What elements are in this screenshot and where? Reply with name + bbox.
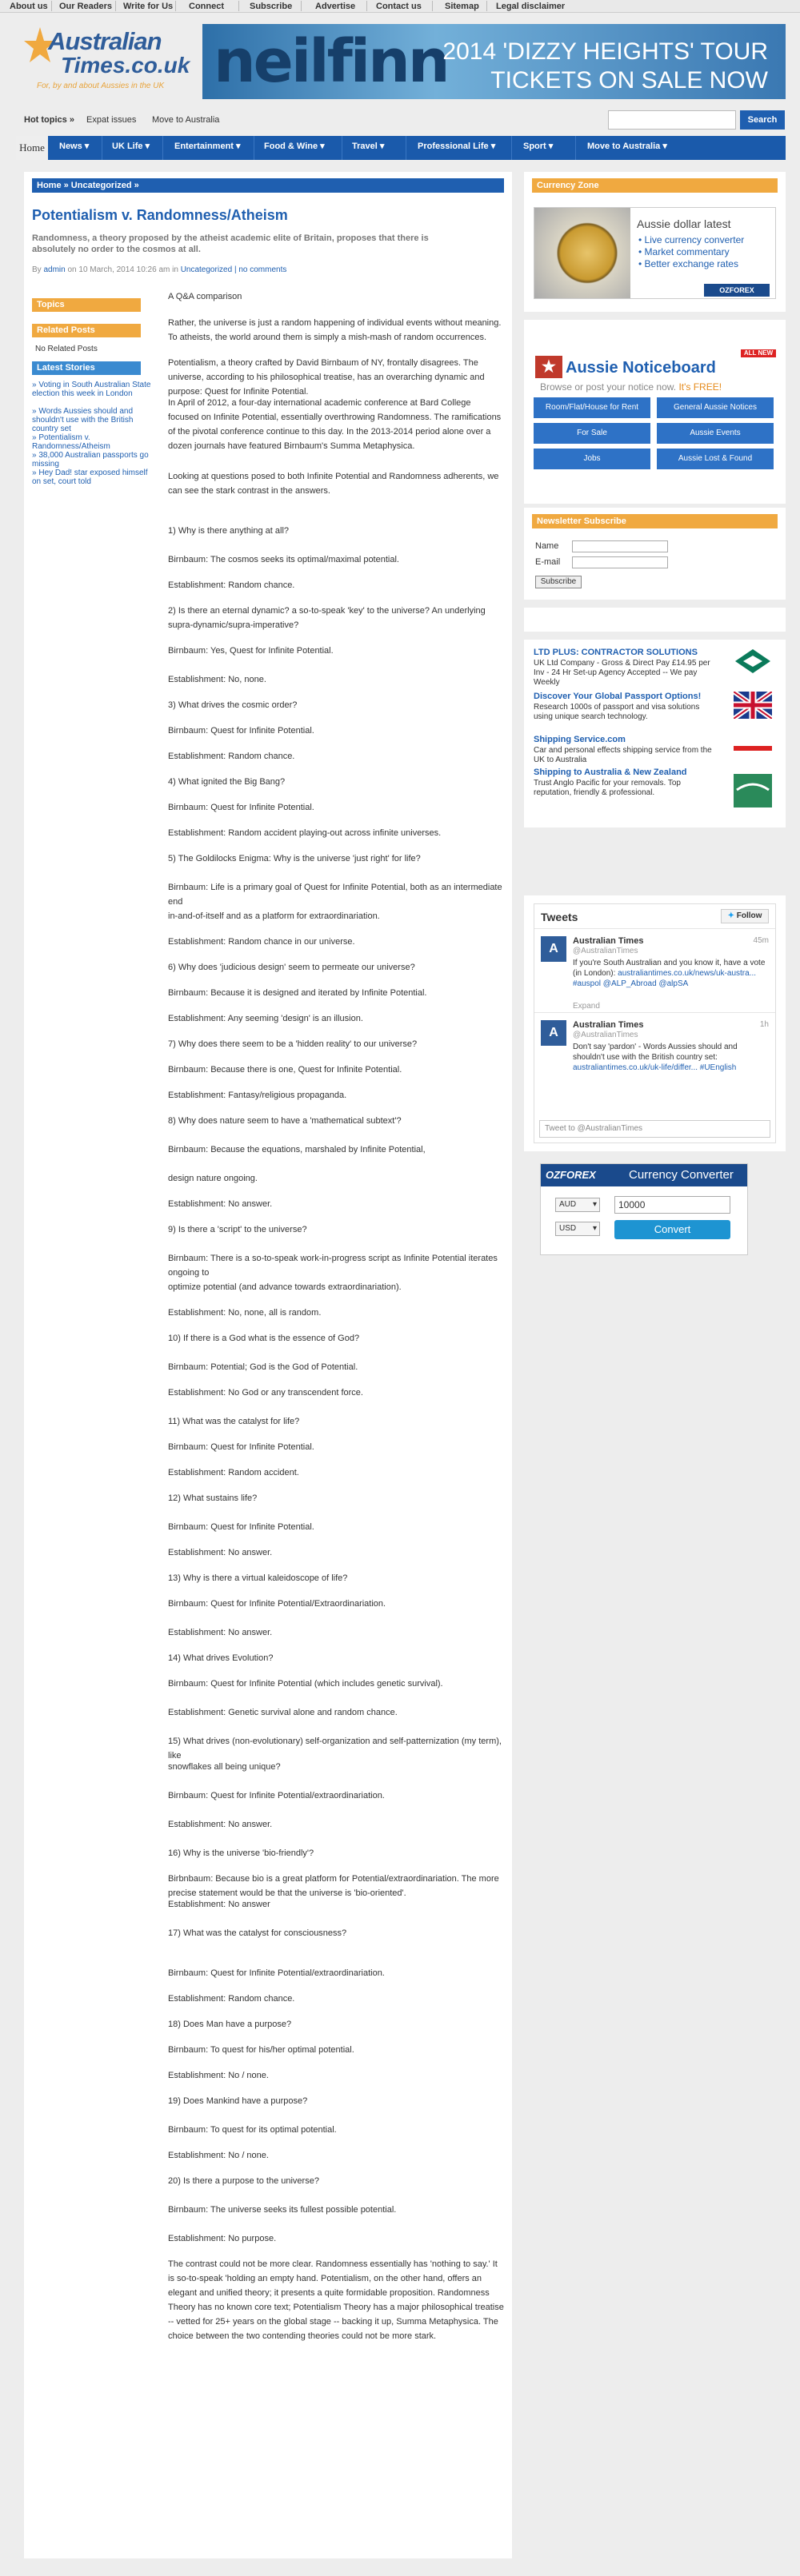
article-paragraph: 20) Is there a purpose to the universe? xyxy=(168,2176,319,2186)
topnav-about[interactable]: About us xyxy=(10,2,48,11)
article-paragraph: Establishment: No purpose. xyxy=(168,2234,277,2243)
article-paragraph: 3) What drives the cosmic order? xyxy=(168,700,298,710)
article-paragraph: 4) What ignited the Big Bang? xyxy=(168,777,286,787)
flag-icon: ★ xyxy=(535,356,562,378)
article-paragraph: Birnbaum: Life is a primary goal of Quest for Infinite Potential, both as an intermediate end xyxy=(168,883,502,907)
category-link[interactable]: Uncategorized xyxy=(180,265,233,274)
nav-food-wine[interactable]: Food & Wine ▾ xyxy=(254,136,342,160)
article-paragraph: Birnbaum: There is a so-to-speak work-in-progress script as Infinite Potential iterates ongoing to xyxy=(168,1254,498,1278)
article-paragraph: Rather, the universe is just a random happening of individual events without meaning. To atheists, the world around them is simply a mish-mash of random occurrences. xyxy=(168,318,502,342)
article-paragraph: 12) What sustains life? xyxy=(168,1493,258,1503)
tour-banner-ad[interactable] xyxy=(202,24,786,99)
tweet-handle: @AustralianTimes xyxy=(573,947,638,955)
article-paragraph: Establishment: Random accident. xyxy=(168,1468,299,1477)
article-paragraph: 6) Why does 'judicious design' seem to permeate our universe? xyxy=(168,963,415,972)
name-label: Name xyxy=(535,541,559,551)
to-currency-value: USD xyxy=(559,1224,577,1233)
article-paragraph: Birnbaum: To quest for his/her optimal potential. xyxy=(168,2045,354,2055)
byline-date: on 10 March, 2014 10:26 am in xyxy=(65,265,181,274)
logo-line1: Australian xyxy=(48,27,162,55)
article-paragraph: Establishment: Genetic survival alone and random chance. xyxy=(168,1708,398,1717)
article-paragraph: Establishment: No / none. xyxy=(168,2151,269,2160)
nav-uk-life[interactable]: UK Life ▾ xyxy=(102,136,163,160)
article-paragraph: design nature ongoing. xyxy=(168,1174,258,1183)
converter-header xyxy=(541,1164,747,1186)
article-paragraph: Birbnbaum: Because bio is a great platform for Potential/extraordinariation. The more precise statement would be that the universe is 'bio-oriented'. xyxy=(168,1874,499,1898)
topnav-readers[interactable]: Our Readers xyxy=(59,2,113,11)
tweet-input[interactable]: Tweet to @AustralianTimes xyxy=(539,1120,770,1138)
topnav-contact[interactable]: Contact us xyxy=(376,2,422,11)
aussie-noticeboard xyxy=(534,349,776,485)
article-paragraph: optimize potential (and advance towards extraordinariation). xyxy=(168,1282,402,1292)
article-paragraph: 13) Why is there a virtual kaleidoscope of life? xyxy=(168,1573,348,1583)
currency-widget[interactable] xyxy=(534,207,776,299)
article-paragraph: Establishment: No answer. xyxy=(168,1199,273,1209)
article-paragraph: Establishment: Random chance. xyxy=(168,1994,295,2004)
article-paragraph: Birnbaum: Because the equations, marshaled by Infinite Potential, xyxy=(168,1145,426,1154)
article-paragraph: 1) Why is there anything at all? xyxy=(168,526,290,536)
topnav-sitemap[interactable]: Sitemap xyxy=(445,2,479,11)
converter-title: Currency Converter xyxy=(629,1168,734,1182)
notice-btn-rent[interactable]: Room/Flat/House for Rent xyxy=(534,397,650,418)
nav-entertainment[interactable]: Entertainment ▾ xyxy=(163,136,254,160)
notice-btn-general[interactable]: General Aussie Notices xyxy=(657,397,774,418)
tweet-body: Don't say 'pardon' - Words Aussies should and shouldn't use with the British country set: xyxy=(573,1043,738,1062)
ozforex-logo: OZFOREX xyxy=(704,284,770,297)
currency-link-text: Market commentary xyxy=(644,246,730,257)
article-paragraph: Establishment: Any seeming 'design' is an illusion. xyxy=(168,1014,363,1023)
article-paragraph: Establishment: No, none. xyxy=(168,675,266,684)
latest-story-item[interactable]: » Potentialism v. Randomness/Atheism xyxy=(32,433,110,451)
tweet-link[interactable]: australiantimes.co.uk/news/uk-austra... #auspol @ALP_Abroad @alpSA xyxy=(573,969,757,988)
new-badge: ALL NEW xyxy=(741,349,776,357)
ad-heading: LTD PLUS: CONTRACTOR SOLUTIONS xyxy=(534,648,698,657)
article-paragraph: Establishment: No / none. xyxy=(168,2071,269,2080)
article-paragraph: 16) Why is the universe 'bio-friendly'? xyxy=(168,1848,314,1858)
tweet-author[interactable]: Australian Times xyxy=(573,1020,644,1030)
ad-description: Trust Anglo Pacific for your removals. Top reputation, friendly & professional. xyxy=(534,779,681,797)
article-paragraph: 17) What was the catalyst for consciousness? xyxy=(168,1928,347,1938)
article-paragraph: Establishment: Random chance. xyxy=(168,580,295,590)
article-paragraph: Birnbaum: Quest for Infinite Potential (which includes genetic survival). xyxy=(168,1679,443,1689)
uk-flag-icon xyxy=(734,692,772,719)
article-paragraph: Birnbaum: Because it is designed and iterated by Infinite Potential. xyxy=(168,988,427,998)
page-title: Potentialism v. Randomness/Atheism xyxy=(32,207,288,223)
free-label: It's FREE! xyxy=(678,381,722,393)
logo-tagline: For, by and about Aussies in the UK xyxy=(37,82,165,90)
main-nav xyxy=(16,136,786,160)
notice-btn-events[interactable]: Aussie Events xyxy=(657,423,774,444)
latest-story-text: Potentialism v. Randomness/Atheism xyxy=(32,433,110,451)
top-nav-bar xyxy=(0,0,800,13)
article-paragraph: Establishment: No answer. xyxy=(168,1628,273,1637)
ad-heading: Shipping Service.com xyxy=(534,735,626,744)
article-paragraph: Establishment: No answer. xyxy=(168,1820,273,1829)
tweet-expand[interactable]: Expand xyxy=(573,1002,600,1011)
twitter-widget xyxy=(534,903,776,1143)
banner-line1: 2014 'DIZZY HEIGHTS' TOUR xyxy=(442,38,768,65)
latest-story-text: Hey Dad! star exposed himself on set, court told xyxy=(32,469,148,486)
article-paragraph: 15) What drives (non-evolutionary) self-organization and self-patternization (my term), like xyxy=(168,1737,502,1761)
topnav-connect[interactable]: Connect xyxy=(189,2,224,11)
article-paragraph: Establishment: Random chance. xyxy=(168,752,295,761)
comments-link[interactable]: | no comments xyxy=(232,265,287,274)
ad-heading: Discover Your Global Passport Options! xyxy=(534,692,702,701)
noticeboard-sub-text: Browse or post your notice now. xyxy=(540,381,677,393)
article-paragraph: Potentialism, a theory crafted by David Birnbaum of NY, frontally disagrees. The universe, according to his philosophical treatise, has an overarching dynamic and purpose: Quest for Infinite Potential. xyxy=(168,358,485,397)
nav-news[interactable]: News ▾ xyxy=(54,136,102,160)
content-panel xyxy=(24,172,512,2558)
article-paragraph: In April of 2012, a four-day international academic conference at Bard College focused on Infinite Potential, essentially overthrowing Randomness. The ramifications of the pivotal conference continue to this day. In the 2013-2014 period alone over a dozen journals have featured Birnbaum's Summa Metaphysica. xyxy=(168,398,502,451)
latest-story-item[interactable]: » Voting in South Australian State election this week in London xyxy=(32,381,151,398)
hot-topics-label: Hot topics » xyxy=(24,115,74,125)
convert-button[interactable]: Convert xyxy=(614,1220,730,1239)
amount-input[interactable]: 10000 xyxy=(614,1196,730,1214)
tweet-time[interactable]: 1h xyxy=(759,1020,769,1029)
article-paragraph: Birnbaum: Quest for Infinite Potential. xyxy=(168,803,314,812)
article-paragraph: A Q&A comparison xyxy=(168,292,242,301)
article-paragraph: snowflakes all being unique? xyxy=(168,1762,281,1772)
latest-story-text: 38,000 Australian passports go missing xyxy=(32,451,149,469)
ad-description: Research 1000s of passport and visa solutions using unique search technology. xyxy=(534,703,700,721)
anglo-pacific-logo-icon xyxy=(734,768,772,807)
nav-travel[interactable]: Travel ▾ xyxy=(342,136,406,160)
latest-stories-heading: Latest Stories xyxy=(32,361,141,375)
to-currency-select[interactable] xyxy=(555,1222,600,1236)
tweet-body: If you're South Australian and you know it, have a vote (in London): xyxy=(573,959,766,978)
article-paragraph: Birnbaum: Quest for Infinite Potential. xyxy=(168,1442,314,1452)
newsletter-heading: Newsletter Subscribe xyxy=(532,514,778,528)
name-field[interactable] xyxy=(572,540,668,552)
article-paragraph: Establishment: No answer xyxy=(168,1900,270,1909)
search-input[interactable] xyxy=(608,110,736,130)
topnav-write[interactable]: Write for Us xyxy=(123,2,174,11)
article-paragraph: Birnbaum: Quest for Infinite Potential/Extraordinariation. xyxy=(168,1599,386,1609)
bird-icon: ✦ xyxy=(727,911,734,920)
article-paragraph: 5) The Goldilocks Enigma: Why is the universe 'just right' for life? xyxy=(168,854,421,863)
currency-link[interactable]: • Live currency converter xyxy=(638,234,745,245)
topnav-advertise[interactable]: Advertise xyxy=(315,2,356,11)
email-field[interactable] xyxy=(572,556,668,568)
tweet-text xyxy=(573,958,769,989)
topics-heading: Topics xyxy=(32,298,141,312)
article-paragraph: 9) Is there a 'script' to the universe? xyxy=(168,1225,307,1234)
byline-prefix: By xyxy=(32,265,44,274)
article-paragraph: 7) Why does there seem to be a 'hidden reality' to our universe? xyxy=(168,1039,418,1049)
byline xyxy=(32,265,286,274)
follow-label: Follow xyxy=(736,911,762,920)
article-paragraph: Establishment: No answer. xyxy=(168,1548,273,1557)
coin-image xyxy=(534,208,630,298)
currency-link[interactable]: • Better exchange rates xyxy=(638,258,738,269)
site-logo[interactable] xyxy=(24,24,200,98)
latest-story-item[interactable]: » Hey Dad! star exposed himself on set, court told xyxy=(32,469,148,486)
logo-line2: Times.co.uk xyxy=(61,53,190,78)
hot-topic-move[interactable]: Move to Australia xyxy=(152,115,220,125)
nav-sport[interactable]: Sport ▾ xyxy=(512,136,576,160)
tweets-heading: Tweets xyxy=(541,911,578,923)
ozforex-brand: OZFOREX xyxy=(546,1169,596,1181)
tweet-author[interactable]: Australian Times xyxy=(573,936,644,946)
tweet-handle: @AustralianTimes xyxy=(573,1031,638,1039)
search-button[interactable]: Search xyxy=(740,110,785,130)
notice-btn-for-sale[interactable]: For Sale xyxy=(534,423,650,444)
nav-professional-life[interactable]: Professional Life ▾ xyxy=(406,136,512,160)
latest-story-text: Words Aussies should and shouldn't use with the British country set xyxy=(32,407,134,433)
currency-link-text: Better exchange rates xyxy=(644,258,738,269)
ltd-plus-logo-icon xyxy=(734,648,772,675)
article-paragraph: Looking at questions posed to both Infinite Potential and Randomness adherents, we can see the stark contrast in the answers. xyxy=(168,472,499,496)
ad-description: Car and personal effects shipping service from the UK to Australia xyxy=(534,746,712,764)
nav-move-australia[interactable]: Move to Australia ▾ xyxy=(587,142,667,151)
hot-topic-expat[interactable]: Expat issues xyxy=(86,115,137,125)
right-sidebar xyxy=(524,172,786,2558)
currency-link[interactable]: • Market commentary xyxy=(638,246,730,257)
article-paragraph: Birnbaum: Yes, Quest for Infinite Potential. xyxy=(168,646,334,656)
avatar: A xyxy=(541,936,566,962)
email-label: E-mail xyxy=(535,557,561,567)
article-paragraph: 19) Does Mankind have a purpose? xyxy=(168,2096,308,2106)
article-paragraph: Establishment: No, none, all is random. xyxy=(168,1308,322,1318)
article-paragraph: 8) Why does nature seem to have a 'mathematical subtext'? xyxy=(168,1116,402,1126)
latest-story-item[interactable]: » 38,000 Australian passports go missing xyxy=(32,451,149,469)
noticeboard-subtitle xyxy=(540,381,722,393)
article-paragraph: Birnbaum: To quest for its optimal potential. xyxy=(168,2125,337,2135)
author-link[interactable]: admin xyxy=(43,265,66,274)
shipping-logo-icon xyxy=(734,735,772,762)
banner-line2: TICKETS ON SALE NOW xyxy=(490,67,768,94)
article-paragraph: Birnbaum: Quest for Infinite Potential/extraordinariation. xyxy=(168,1791,385,1800)
article-paragraph: Establishment: No God or any transcendent force. xyxy=(168,1388,363,1398)
notice-btn-jobs[interactable]: Jobs xyxy=(534,449,650,469)
latest-story-text: Voting in South Australian State election this week in London xyxy=(32,381,151,398)
chevron-down-icon: ▾ xyxy=(592,1224,597,1233)
article-paragraph: 10) If there is a God what is the essence of God? xyxy=(168,1334,360,1343)
avatar: A xyxy=(541,1020,566,1046)
noticeboard-title[interactable]: Aussie Noticeboard xyxy=(566,359,716,377)
article-standfirst: Randomness, a theory proposed by the atheist academic elite of Britain, proposes that there is absolutely no order to the cosmos at all. xyxy=(32,233,429,254)
no-related-posts: No Related Posts xyxy=(35,345,98,353)
currency-title: Aussie dollar latest xyxy=(637,217,731,230)
article-paragraph: Birnbaum: Because there is one, Quest for Infinite Potential. xyxy=(168,1065,402,1075)
banner-artist: neilfinn xyxy=(214,27,448,96)
topnav-legal[interactable]: Legal disclaimer xyxy=(496,2,566,11)
from-currency-select[interactable] xyxy=(555,1198,600,1212)
chevron-down-icon: ▾ xyxy=(592,1200,597,1209)
follow-button[interactable] xyxy=(721,909,769,923)
article-paragraph: Birnbaum: Quest for Infinite Potential. xyxy=(168,1522,314,1532)
article-paragraph: 14) What drives Evolution? xyxy=(168,1653,274,1663)
tweet-link[interactable]: australiantimes.co.uk/uk-life/differ... #UEnglish xyxy=(573,1063,737,1072)
breadcrumb[interactable]: Home » Uncategorized » xyxy=(32,178,504,193)
tweet[interactable] xyxy=(541,1020,769,1108)
tweet-time[interactable]: 45m xyxy=(753,936,769,945)
from-currency-value: AUD xyxy=(559,1200,577,1209)
article-paragraph: 18) Does Man have a purpose? xyxy=(168,2020,292,2029)
article-paragraph: 2) Is there an eternal dynamic? a so-to-speak 'key' to the universe? An underlying supra-dynamic/supra-imperative? xyxy=(168,606,486,630)
currency-zone-heading: Currency Zone xyxy=(532,178,778,193)
topnav-subscribe[interactable]: Subscribe xyxy=(250,2,293,11)
article-paragraph: The contrast could not be more clear. Randomness essentially has 'nothing to say.' It is so-to-speak 'holding an empty hand. Potentialism, on the other hand, offers an elegant and unified theory; it presents a quite formidable proposition. Randomness Theory has no known core text; Potentialism Theory has a major philosophical treatise -- vetted for 25+ years on the global stage -- backing it up, Summa Metaphysica. The choice between the two contending theories could not be more stark. xyxy=(168,2259,504,2341)
latest-story-item[interactable]: » Words Aussies should and shouldn't use with the British country set xyxy=(32,407,134,433)
currency-link-text: Live currency converter xyxy=(644,234,745,245)
subscribe-button[interactable]: Subscribe xyxy=(535,576,582,588)
ad-description: UK Ltd Company - Gross & Direct Pay £14.95 per Inv - 24 Hr Set-up Agency Accepted -- We pay Weekly xyxy=(534,659,710,687)
related-posts-heading: Related Posts xyxy=(32,324,141,337)
article-paragraph: Birnbaum: Potential; God is the God of Potential. xyxy=(168,1362,358,1372)
article-paragraph: 11) What was the catalyst for life? xyxy=(168,1417,300,1426)
article-paragraph: Establishment: Fantasy/religious propaganda. xyxy=(168,1091,347,1100)
article-paragraph: Birnbaum: The cosmos seeks its optimal/maximal potential. xyxy=(168,555,399,564)
article-paragraph: Birnbaum: Quest for Infinite Potential. xyxy=(168,726,314,736)
article-paragraph: Establishment: Random chance in our universe. xyxy=(168,937,355,947)
notice-btn-lost-found[interactable]: Aussie Lost & Found xyxy=(657,449,774,469)
article-paragraph: Birnbaum: The universe seeks its fullest possible potential. xyxy=(168,2205,397,2215)
ad-heading: Shipping to Australia & New Zealand xyxy=(534,768,687,777)
tweet-text xyxy=(573,1042,769,1073)
tweet[interactable] xyxy=(541,936,769,1032)
article-paragraph: Birnbaum: Quest for Infinite Potential/extraordinariation. xyxy=(168,1968,385,1978)
article-paragraph: in-and-of-itself and as a platform for extraordinariation. xyxy=(168,911,380,921)
nav-home[interactable]: Home xyxy=(16,136,48,160)
article-paragraph: Establishment: Random accident playing-out across infinite universes. xyxy=(168,828,442,838)
currency-converter xyxy=(540,1163,748,1255)
